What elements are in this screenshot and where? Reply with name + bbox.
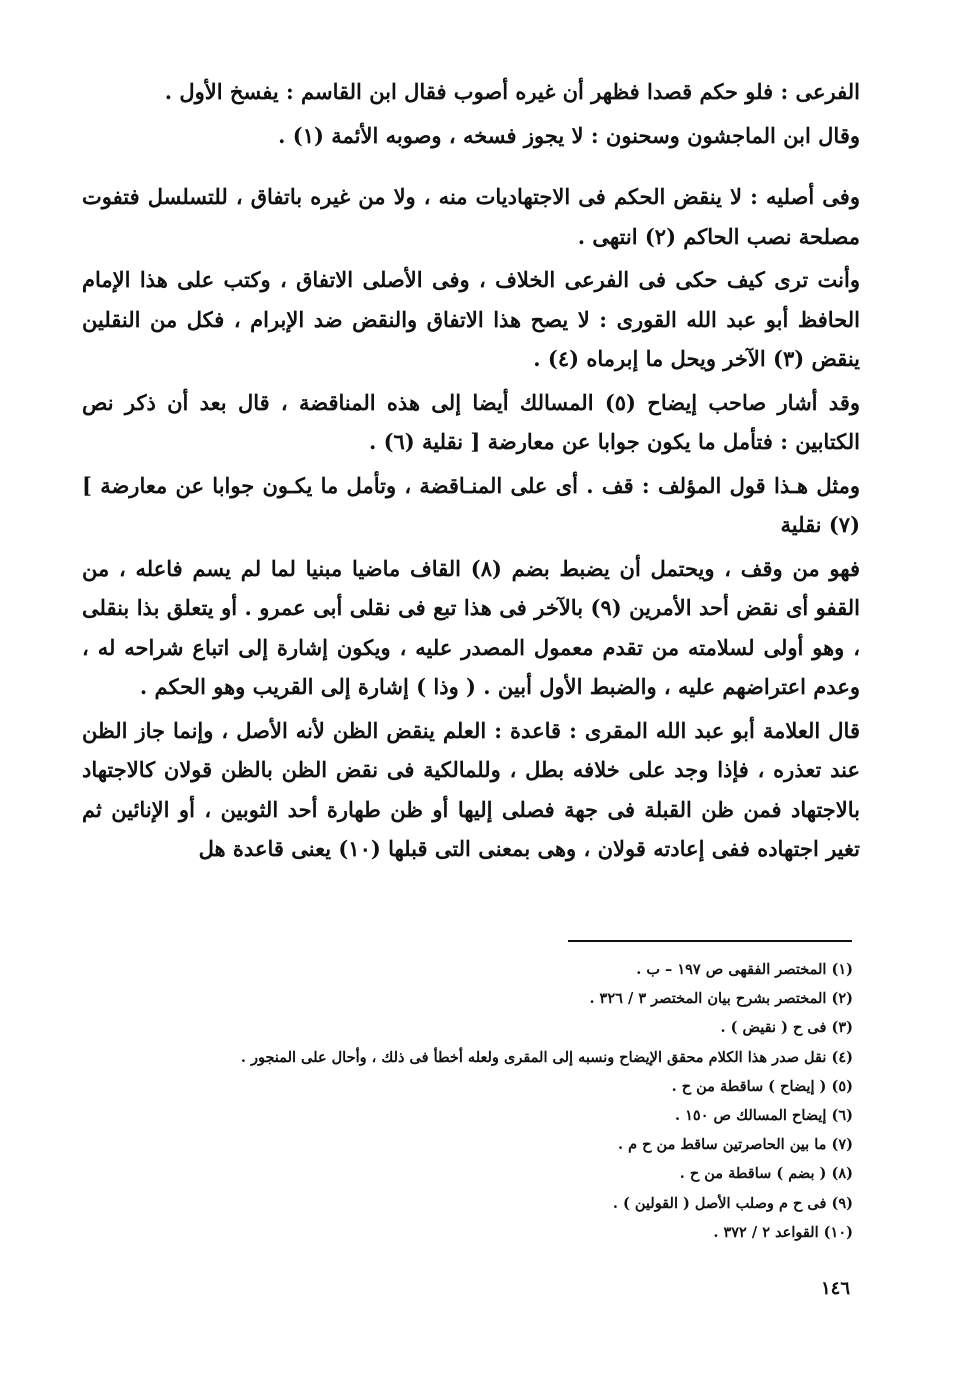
footnote-7: (٧) ما بين الحاصرتين ساقط من ح م . xyxy=(618,1136,853,1154)
footnote-separator xyxy=(568,940,852,942)
paragraph-4: وأنت ترى كيف حكى فى الفرعى الخلاف ، وفى الأصلى الاتفاق ، وكتب على هذا الإمام الحافظ أبو عبد الله القورى : لا يصح هذا الاتفاق والنقض ضد الإبرام ، فكل من النقلين ينقض (٣) الآخر ويحل ما إبرماه (٤) . xyxy=(82,267,860,371)
footnote-1: (١) المختصر الفقهى ص ١٩٧ – ب . xyxy=(636,961,853,978)
footnotes-list xyxy=(93,955,853,1247)
footnote-5: (٥) ( إيضاح ) ساقطة من ح . xyxy=(671,1077,853,1095)
paragraph-6: ومثل هـذا قول المؤلف : قف . أى على المنـاقضة ، وتأمل ما يكـون جوابا عن معارضة ] (٧) نقلية xyxy=(82,472,860,537)
footnote-4: (٤) نقل صدر هذا الكلام محقق الإيضاح ونسبه إلى المقرى ولعله أخطأ فى ذلك ، وأحال على المنجور . xyxy=(240,1048,853,1066)
page-number: ١٤٦ xyxy=(820,1278,850,1299)
footnote-9: (٩) فى ح م وصلب الأصل ( القولين ) . xyxy=(612,1194,853,1212)
footnote-8: (٨) ( بضم ) ساقطة من ح . xyxy=(679,1165,853,1183)
footnote-3: (٣) فى ح ( نقيض ) . xyxy=(720,1019,853,1037)
footnote-2: (٢) المختصر بشرح بيان المختصر ٣ / ٣٢٦ . xyxy=(589,990,853,1008)
paragraph-7: فهو من وقف ، ويحتمل أن يضبط بضم (٨) القاف ماضيا مبنيا لما لم يسم فاعله ، من القفو أى نقض أحد الأمرين (٩) بالآخر فى هذا تبع فى نقلى أبى عمرو . أو يتعلق بذا بنقلى ، وهو أولى لسلامته من تقدم معمول المصدر عليه ، ويكون إشارة إلى اتباع شراحه له ، وعدم اعتراضهم عليه ، والضبط الأول أبين . ( وذا ) إشارة إلى القريب وهو الحكم . xyxy=(82,555,861,699)
footnote-10: (١٠) القواعد ٢ / ٣٧٢ . xyxy=(713,1223,853,1241)
paragraph-3: وفى أصليه : لا ينقض الحكم فى الاجتهاديات منه ، ولا من غيره باتفاق ، للتسلسل فتفوت مصلحة نصب الحاكم (٢) انتهى . xyxy=(82,184,860,249)
paragraph-2: وقال ابن الماجشون وسحنون : لا يجوز فسخه ، وصوبه الأئمة (١) . xyxy=(278,122,860,148)
paragraph-1: الفرعى : فلو حكم قصدا فظهر أن غيره أصوب فقال ابن القاسم : يفسخ الأول . xyxy=(164,79,860,104)
footnote-6: (٦) إيضاح المسالك ص ١٥٠ . xyxy=(675,1107,853,1125)
paragraph-8: قال العلامة أبو عبد الله المقرى : قاعدة : العلم ينقض الظن لأنه الأصل ، وإنما جاز الظن عند تعذره ، فإذا وجد على خلافه بطل ، وللمالكية فى نقض الظن بالظن قولان كالاجتهاد بالاجتهاد فمن ظن القبلة فى جهة فصلى إليها أو ظن طهارة أحد الثوبين ، أو الإنائين ثم تغير اجتهاده ففى إعادته قولان ، وهى بمعنى التى قبلها (١٠) يعنى قاعدة هل xyxy=(82,717,860,861)
main-text-block xyxy=(82,72,860,873)
paragraph-5: وقد أشار صاحب إيضاح (٥) المسالك أيضا إلى هذه المناقضة ، قال بعد أن ذكر نص الكتابين : فتأمل ما يكون جوابا عن معارضة [ نقلية (٦) . xyxy=(82,389,861,454)
